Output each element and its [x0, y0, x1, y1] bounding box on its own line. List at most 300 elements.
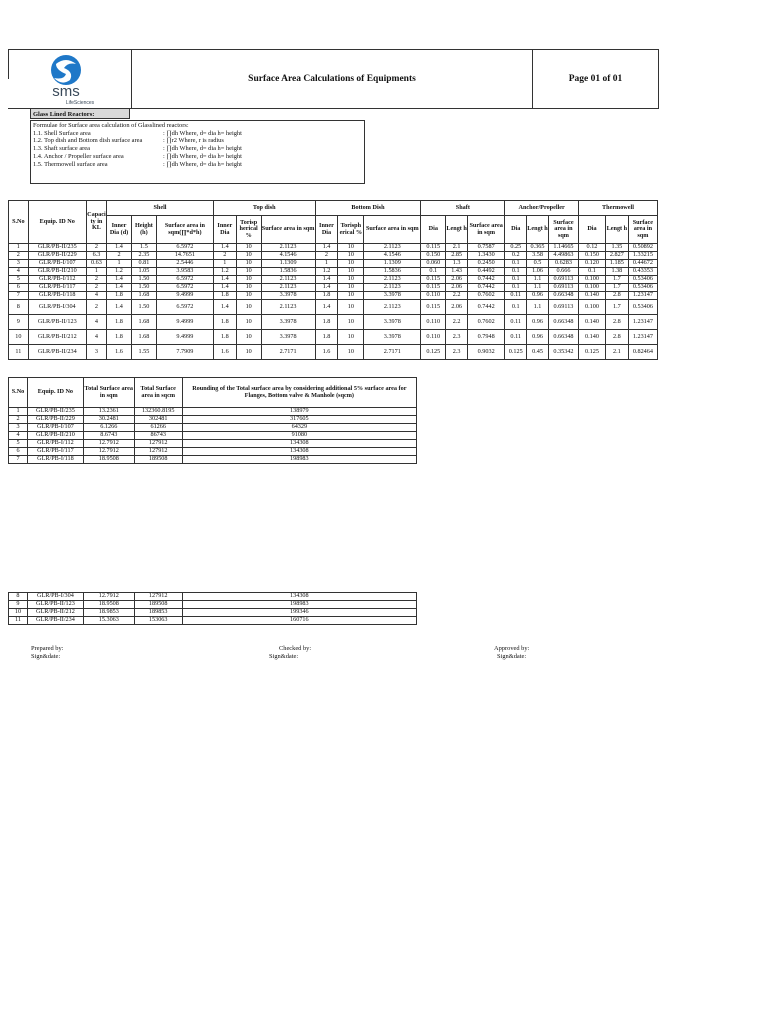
- table-cell: 1: [213, 260, 236, 268]
- table-cell: 10: [9, 330, 29, 345]
- table-cell: 6: [9, 448, 28, 456]
- table-cell: 2.1: [605, 345, 628, 360]
- surface-area-details-table: [8, 200, 658, 360]
- table-cell: 9: [9, 315, 29, 330]
- table-cell: 10: [236, 330, 261, 345]
- table-cell: 1: [9, 244, 29, 252]
- table-cell: 1.5836: [364, 268, 421, 276]
- checked-sign-date: Sign&date:: [269, 653, 299, 660]
- table-cell: 1.8: [213, 315, 236, 330]
- table-cell: 1.8: [107, 315, 132, 330]
- table-cell: 153063: [134, 617, 182, 625]
- table-cell: 0.7602: [468, 315, 505, 330]
- table-cell: 0.53406: [628, 276, 657, 284]
- table-cell: 132360.8195: [134, 408, 182, 416]
- table-cell: 3.3978: [364, 315, 421, 330]
- table-cell: GLR/PB-II/235: [28, 244, 86, 252]
- col-bd-area: Surface area in sqm: [364, 216, 421, 244]
- table-cell: 9.4999: [156, 292, 213, 300]
- table-cell: 30.2481: [83, 416, 134, 424]
- table-cell: 10: [338, 284, 364, 292]
- table-cell: 0.666: [548, 268, 578, 276]
- table-cell: 8: [9, 300, 29, 315]
- table-cell: 10: [338, 260, 364, 268]
- table-cell: 18.9508: [83, 601, 134, 609]
- table-cell: 189853: [134, 609, 182, 617]
- table-cell: 0.66348: [548, 292, 578, 300]
- table-cell: 0.6283: [548, 260, 578, 268]
- table-cell: 0.81: [131, 260, 156, 268]
- table-cell: 1.68: [131, 292, 156, 300]
- table-cell: GLR/PB-I/107: [28, 260, 86, 268]
- total-surface-area-table: [8, 377, 417, 464]
- table-cell: GLR/PB-I/304: [27, 593, 83, 601]
- table-cell: 10: [9, 609, 28, 617]
- prepared-by-block: [31, 645, 63, 661]
- table-cell: 0.125: [421, 345, 446, 360]
- table-cell: 0.7587: [468, 244, 505, 252]
- table-cell: 10: [338, 268, 364, 276]
- table-cell: 2.06: [446, 276, 468, 284]
- table-cell: 5: [9, 276, 29, 284]
- table-cell: GLR/PB-II/234: [27, 617, 83, 625]
- table-cell: 317605: [182, 416, 416, 424]
- col-inner-dia: Inner Dia (d): [107, 216, 132, 244]
- table-cell: 2: [86, 244, 106, 252]
- table-cell: 1.4: [315, 284, 338, 292]
- col-td-inner: Inner Dia: [213, 216, 236, 244]
- table-cell: 0.11: [505, 292, 527, 300]
- table-cell: 0.1: [505, 268, 527, 276]
- table-cell: 0.7442: [468, 276, 505, 284]
- table-cell: 1.4: [213, 300, 236, 315]
- table-cell: 2.827: [605, 252, 628, 260]
- table-cell: GLR/PB-II/229: [27, 416, 83, 424]
- table-cell: 1.1: [527, 276, 549, 284]
- col-shaft-area: Surface area in sqm: [468, 216, 505, 244]
- table-cell: 1.4: [107, 284, 132, 292]
- col-sno: S.No: [9, 201, 29, 244]
- company-logo: [8, 50, 132, 108]
- table-cell: GLR/PB-I/118: [27, 456, 83, 464]
- table-cell: 0.11: [505, 330, 527, 345]
- col-shaft-dia: Dia: [421, 216, 446, 244]
- table-cell: 1.5: [131, 244, 156, 252]
- table-cell: 3.3978: [261, 315, 315, 330]
- table-cell: 13.2361: [83, 408, 134, 416]
- table-cell: 4.1546: [261, 252, 315, 260]
- table-cell: 1.2: [107, 268, 132, 276]
- table-cell: 10: [236, 244, 261, 252]
- col-anchor-len: Lengt h: [527, 216, 549, 244]
- table-cell: 3.3978: [261, 292, 315, 300]
- formula-expression: : ∏dh Where, d= dia h= height: [163, 145, 242, 153]
- table-cell: 127912: [134, 448, 182, 456]
- table-cell: 1.05: [131, 268, 156, 276]
- table-cell: 0.53406: [628, 284, 657, 292]
- table-cell: 0.1: [505, 260, 527, 268]
- table-cell: 0.100: [578, 276, 605, 284]
- table-cell: 10: [236, 276, 261, 284]
- prepared-by-label: Prepared by:: [31, 645, 64, 652]
- table-cell: 2.7171: [364, 345, 421, 360]
- formula-expression: : ∏dh Where, d= dia h= height: [163, 129, 242, 137]
- table-cell: 1.2: [315, 268, 338, 276]
- table-cell: 1.33215: [628, 252, 657, 260]
- table-cell: 14.7651: [156, 252, 213, 260]
- table-cell: 3.3978: [364, 330, 421, 345]
- table-cell: GLR/PB-II/234: [28, 345, 86, 360]
- table-cell: 10: [338, 292, 364, 300]
- section-label: Glass Lined Reactors:: [30, 108, 130, 119]
- table-cell: 134308: [182, 593, 416, 601]
- table-cell: 6.5972: [156, 244, 213, 252]
- table-cell: 10: [338, 345, 364, 360]
- formula-line: [33, 145, 362, 153]
- table-cell: 302481: [134, 416, 182, 424]
- table-cell: 0.1: [578, 268, 605, 276]
- table-cell: GLR/PB-II/212: [27, 609, 83, 617]
- table-cell: 1.4: [213, 276, 236, 284]
- table-cell: 0.1: [505, 276, 527, 284]
- table-cell: 0.53406: [628, 300, 657, 315]
- table-cell: 2.06: [446, 300, 468, 315]
- table-cell: 0.110: [421, 315, 446, 330]
- formulae-box: [30, 120, 365, 184]
- table-cell: 160716: [182, 617, 416, 625]
- table-cell: GLR/PB-I/117: [27, 448, 83, 456]
- table-cell: 1.8: [315, 292, 338, 300]
- table-cell: 10: [338, 315, 364, 330]
- table-cell: 4: [9, 432, 28, 440]
- table-cell: 1.7: [605, 300, 628, 315]
- table-cell: 1.23147: [628, 315, 657, 330]
- table-row: [9, 315, 658, 330]
- table-cell: 0.66348: [548, 315, 578, 330]
- table-cell: 1.7: [605, 276, 628, 284]
- group-bottom-dish: Bottom Dish: [315, 201, 421, 216]
- group-shell: Shell: [107, 201, 214, 216]
- table-cell: 18.9853: [83, 609, 134, 617]
- table-cell: 1.4: [107, 300, 132, 315]
- formula-expression: : ∏dh Where, d= dia h= height: [163, 152, 242, 160]
- table-cell: 3.58: [527, 252, 549, 260]
- group-top-dish: Top dish: [213, 201, 315, 216]
- table-cell: 2.8: [605, 292, 628, 300]
- sms-logo-icon: [8, 50, 131, 108]
- table-row: [9, 292, 658, 300]
- table-cell: 6.5972: [156, 276, 213, 284]
- table-cell: 2: [9, 252, 29, 260]
- table-cell: 10: [236, 292, 261, 300]
- col-td-tori: Torisp herical %: [236, 216, 261, 244]
- table-cell: 2.3: [446, 330, 468, 345]
- table-cell: 5: [9, 440, 28, 448]
- table-cell: 0.115: [421, 276, 446, 284]
- table-cell: 2: [86, 284, 106, 292]
- table-cell: 15.3063: [83, 617, 134, 625]
- table-cell: 1: [9, 408, 28, 416]
- table-cell: 189508: [134, 456, 182, 464]
- table-cell: 1.8: [107, 330, 132, 345]
- table-cell: 0.365: [527, 244, 549, 252]
- logo-subtext: LifeSciences: [65, 100, 95, 106]
- table-cell: 0.120: [578, 260, 605, 268]
- table-cell: 2: [315, 252, 338, 260]
- table-cell: 10: [236, 300, 261, 315]
- table-cell: 1.23147: [628, 330, 657, 345]
- table-cell: 0.96: [527, 292, 549, 300]
- table-cell: 2.1123: [364, 284, 421, 292]
- table-cell: 18.9508: [83, 456, 134, 464]
- table-cell: 0.1: [505, 284, 527, 292]
- table-cell: 1.3: [446, 260, 468, 268]
- table-cell: 1.8: [213, 292, 236, 300]
- table-cell: 2.8: [605, 330, 628, 345]
- table-cell: 86743: [134, 432, 182, 440]
- total-surface-area-table-continued: [8, 592, 417, 625]
- col-bd-inner: Inner Dia: [315, 216, 338, 244]
- table-cell: 2: [86, 300, 106, 315]
- table-cell: 1.7: [605, 284, 628, 292]
- table-row: [9, 617, 417, 625]
- table-cell: 2.8: [605, 315, 628, 330]
- formula-name: 1.3. Shaft surface area: [33, 145, 90, 153]
- logo-text: sms: [52, 83, 80, 100]
- table-cell: GLR/PB-II/123: [27, 601, 83, 609]
- table-cell: 1.4: [315, 300, 338, 315]
- table-cell: 8: [9, 593, 28, 601]
- table-cell: 2.2: [446, 292, 468, 300]
- page-number: Page 01 of 01: [568, 74, 623, 84]
- table-cell: 0.1: [421, 268, 446, 276]
- formula-name: 1.2. Top dish and Bottom dish surface area: [33, 137, 143, 145]
- table-cell: 1.68: [131, 315, 156, 330]
- table-cell: 1.8: [315, 315, 338, 330]
- formula-expression: : ∏r2 Where, r is radius: [163, 137, 224, 145]
- table-cell: GLR/PB-I/112: [28, 276, 86, 284]
- table-cell: 2: [86, 276, 106, 284]
- table-row: [9, 345, 658, 360]
- table-cell: 199346: [182, 609, 416, 617]
- table-cell: 3: [9, 424, 28, 432]
- table-cell: 2.2: [446, 315, 468, 330]
- table-cell: GLR/PB-I/107: [27, 424, 83, 432]
- table-cell: 1.5836: [261, 268, 315, 276]
- table-cell: 10: [236, 260, 261, 268]
- formula-line: [33, 153, 362, 161]
- table-cell: 1.50: [131, 284, 156, 292]
- table-cell: 0.150: [578, 252, 605, 260]
- table-cell: GLR/PB-II/212: [28, 330, 86, 345]
- table-cell: 0.69113: [548, 284, 578, 292]
- col-anchor-area: Surface area in sqm: [548, 216, 578, 244]
- table-cell: 3: [86, 345, 106, 360]
- table-cell: 1.35: [605, 244, 628, 252]
- table-cell: 6.5972: [156, 284, 213, 292]
- table-cell: 0.7602: [468, 292, 505, 300]
- table-cell: 0.69113: [548, 276, 578, 284]
- table-cell: 0.50892: [628, 244, 657, 252]
- table-cell: 0.43353: [628, 268, 657, 276]
- table-cell: 0.9032: [468, 345, 505, 360]
- table-cell: 2.85: [446, 252, 468, 260]
- table-cell: 2.1123: [364, 244, 421, 252]
- table-cell: 9.4999: [156, 330, 213, 345]
- table-cell: 1.4: [213, 284, 236, 292]
- table-cell: 0.115: [421, 300, 446, 315]
- table-cell: 198983: [182, 456, 416, 464]
- formula-name: 1.1. Shell Surface area: [33, 129, 91, 137]
- table-cell: 127912: [134, 440, 182, 448]
- table-cell: 0.44672: [628, 260, 657, 268]
- t2-col-sno: S.No: [9, 378, 28, 408]
- col-td-area: Surface area in sqm: [261, 216, 315, 244]
- table-cell: 0.150: [421, 252, 446, 260]
- table-cell: 2.1123: [261, 284, 315, 292]
- table-cell: 1.1309: [261, 260, 315, 268]
- group-shaft: Shaft: [421, 201, 505, 216]
- formula-line: [33, 137, 362, 145]
- checked-by-label: Checked by:: [279, 645, 312, 652]
- table-cell: 10: [236, 315, 261, 330]
- table-cell: 0.35342: [548, 345, 578, 360]
- table-cell: 1.4: [107, 244, 132, 252]
- table-cell: 0.110: [421, 292, 446, 300]
- formula-name: 1.4. Anchor / Propeller surface area: [33, 152, 124, 160]
- table-cell: 1.6: [315, 345, 338, 360]
- table-cell: 61266: [134, 424, 182, 432]
- table-cell: 6.3: [86, 252, 106, 260]
- table-cell: 3.3978: [364, 292, 421, 300]
- table-cell: GLR/PB-I/112: [27, 440, 83, 448]
- table-cell: GLR/PB-II/210: [28, 268, 86, 276]
- table-cell: 0.7948: [468, 330, 505, 345]
- table-cell: GLR/PB-II/123: [28, 315, 86, 330]
- table-cell: GLR/PB-II/235: [27, 408, 83, 416]
- col-thermo-area: Surface area in sqm: [628, 216, 657, 244]
- table-cell: 10: [236, 252, 261, 260]
- table-cell: 2.1123: [364, 300, 421, 315]
- table-cell: 1.50: [131, 276, 156, 284]
- table-cell: 2: [9, 416, 28, 424]
- t2-col-rounding: Rounding of the Total surface area by considering additional 5% surface area for Flanges, Bottom valve & Manhole (sqcm): [182, 378, 416, 408]
- table-cell: 10: [338, 276, 364, 284]
- table-row: [9, 330, 658, 345]
- group-thermowell: Thermowell: [578, 201, 657, 216]
- table-cell: 11: [9, 345, 29, 360]
- table-cell: 1.1309: [364, 260, 421, 268]
- table-cell: 1.4: [315, 276, 338, 284]
- t2-col-equip-id: Equip. ID No: [27, 378, 83, 408]
- table-cell: 0.69113: [548, 300, 578, 315]
- table-cell: 0.060: [421, 260, 446, 268]
- table-cell: 4.1546: [364, 252, 421, 260]
- table-cell: 10: [338, 330, 364, 345]
- table-cell: 0.66348: [548, 330, 578, 345]
- document-header: [8, 49, 659, 109]
- table-cell: 10: [338, 300, 364, 315]
- table-cell: 0.63: [86, 260, 106, 268]
- table-cell: 4.49863: [548, 252, 578, 260]
- table-cell: 2.5446: [156, 260, 213, 268]
- table-row: [9, 456, 417, 464]
- table-cell: 1.8: [213, 330, 236, 345]
- table-cell: 12.7912: [83, 440, 134, 448]
- table-cell: 4: [9, 268, 29, 276]
- col-anchor-dia: Dia: [505, 216, 527, 244]
- approved-by-block: [494, 645, 529, 661]
- table-cell: 3: [9, 260, 29, 268]
- table-cell: 0.100: [578, 300, 605, 315]
- table-cell: 2.1123: [261, 300, 315, 315]
- table-cell: 12.7912: [83, 448, 134, 456]
- table-cell: 189508: [134, 601, 182, 609]
- col-bd-tori: Torisph erical %: [338, 216, 364, 244]
- col-thermo-len: Lengt h: [605, 216, 628, 244]
- formula-expression: : ∏dh Where, d= dia h= height: [163, 160, 242, 168]
- table-cell: 6.1266: [83, 424, 134, 432]
- approved-sign-date: Sign&date:: [497, 653, 527, 660]
- table-cell: GLR/PB-I/118: [28, 292, 86, 300]
- table-cell: 4: [86, 315, 106, 330]
- col-equip-id: Equip. ID No: [28, 201, 86, 244]
- table-cell: 0.7442: [468, 284, 505, 292]
- table-cell: 0.7442: [468, 300, 505, 315]
- prepared-sign-date: Sign&date:: [31, 653, 61, 660]
- table-cell: 3.9583: [156, 268, 213, 276]
- table-cell: 138979: [182, 408, 416, 416]
- table-cell: 6: [9, 284, 29, 292]
- table-cell: 1.1: [527, 284, 549, 292]
- col-shell-area: Surface area in sqm(∏*d*h): [156, 216, 213, 244]
- table-cell: 2: [107, 252, 132, 260]
- table-cell: 0.125: [505, 345, 527, 360]
- table-cell: 6.5972: [156, 300, 213, 315]
- formula-name: 1.5. Thermowell surface area: [33, 160, 108, 168]
- table-cell: 1.185: [605, 260, 628, 268]
- table-cell: 9.4999: [156, 315, 213, 330]
- table-cell: 7.7909: [156, 345, 213, 360]
- table-cell: 1: [107, 260, 132, 268]
- t2-col-total-sqcm: Total Surface area in sqcm: [134, 378, 182, 408]
- table-cell: 1.6: [213, 345, 236, 360]
- table-cell: 1.1: [527, 300, 549, 315]
- table-cell: 134308: [182, 440, 416, 448]
- table-cell: 10: [338, 244, 364, 252]
- table-cell: 2.1: [446, 244, 468, 252]
- checked-by-block: [269, 645, 311, 661]
- table-cell: 1.4: [315, 244, 338, 252]
- table-cell: 0.82464: [628, 345, 657, 360]
- table-cell: 2.7171: [261, 345, 315, 360]
- col-shaft-len: Lengt h: [446, 216, 468, 244]
- table-cell: 2.1123: [261, 276, 315, 284]
- table-cell: 0.25: [505, 244, 527, 252]
- table-cell: 2.06: [446, 284, 468, 292]
- col-capacity: Capaci ty in KL: [86, 201, 106, 244]
- table-cell: 1.50: [131, 300, 156, 315]
- table-cell: 134308: [182, 448, 416, 456]
- table-cell: 1.3430: [468, 252, 505, 260]
- table-cell: 1: [315, 260, 338, 268]
- table-cell: 4: [86, 292, 106, 300]
- table-cell: 11: [9, 617, 28, 625]
- table-cell: 1.6: [107, 345, 132, 360]
- table-cell: 1.38: [605, 268, 628, 276]
- table-cell: 7: [9, 292, 29, 300]
- table-cell: 12.7912: [83, 593, 134, 601]
